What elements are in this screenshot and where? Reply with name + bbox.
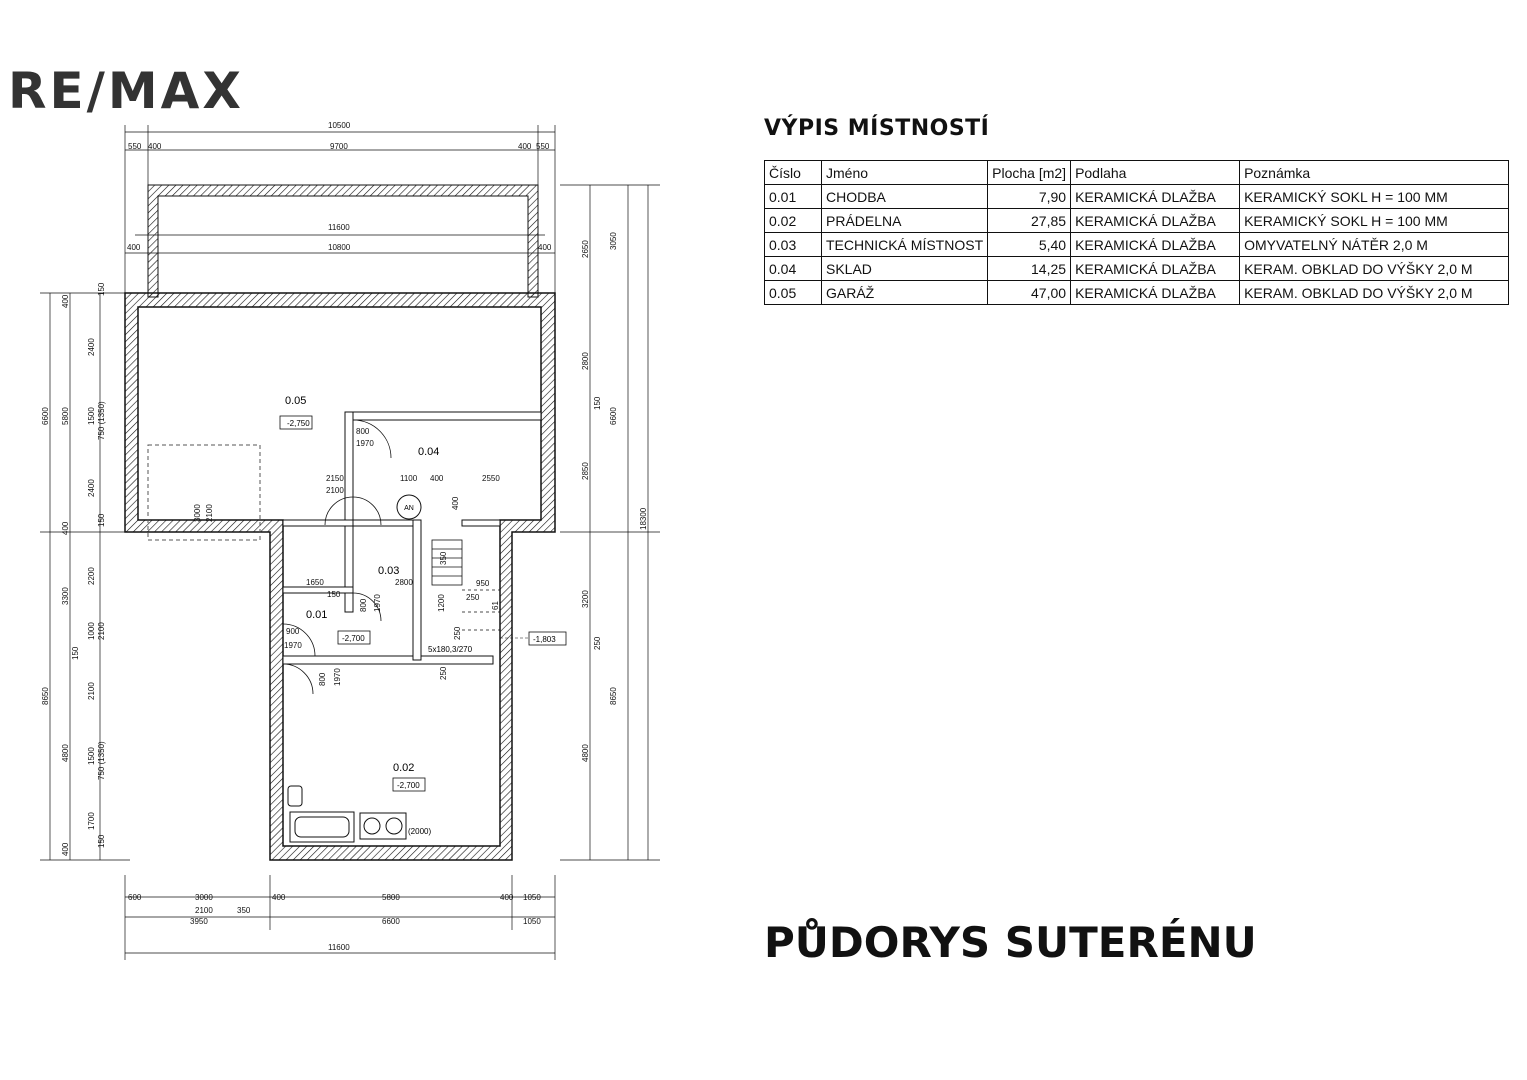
cell-number: 0.01 <box>765 185 822 209</box>
cell-number: 0.02 <box>765 209 822 233</box>
door-swings <box>283 420 391 694</box>
dim-right-4: 6600 <box>609 407 618 425</box>
dim-int-22: 61 <box>491 601 500 610</box>
dim-int-14: 900 <box>286 627 300 636</box>
cell-area: 5,40 <box>988 233 1071 257</box>
dim-int-8: 2100 <box>205 504 214 522</box>
dim-top-total: 10500 <box>328 121 351 130</box>
cell-name: SKLAD <box>822 257 988 281</box>
room-001-label: 0.01 <box>306 609 328 621</box>
cell-area: 27,85 <box>988 209 1071 233</box>
room-005-level: -2,750 <box>287 419 310 428</box>
dim-left-12: 1000 <box>87 622 96 640</box>
cell-floor: KERAMICKÁ DLAŽBA <box>1071 233 1240 257</box>
dim-int-0: 800 <box>356 427 370 436</box>
dim-top-3: 9700 <box>330 142 348 151</box>
dim-left-3: 6600 <box>41 407 50 425</box>
terrace-outline <box>148 185 538 297</box>
plan-title: PŮDORYS SUTERÉNU <box>764 918 1257 967</box>
dim-int-4: 1100 <box>400 474 418 483</box>
dim-int-9: 1650 <box>306 578 324 587</box>
remax-logo: RE/MAX <box>8 62 244 120</box>
room-001-level: -2,700 <box>342 634 365 643</box>
dim-top-2: 400 <box>148 142 162 151</box>
cell-number: 0.05 <box>765 281 822 305</box>
dim-right-5: 2850 <box>581 462 590 480</box>
dim-int-19: 1200 <box>437 594 446 612</box>
walls <box>125 293 555 860</box>
dim-top-8: 400 <box>127 243 141 252</box>
dim-int-7: 3000 <box>193 504 202 522</box>
sink-icon <box>288 786 302 806</box>
dim-left-15: 8650 <box>41 687 50 705</box>
dim-top-6: 11600 <box>328 223 350 232</box>
cell-area: 14,25 <box>988 257 1071 281</box>
dim-top-1: 550 <box>128 142 142 151</box>
dim-left-21: 150 <box>97 834 106 848</box>
dim-bottom-4: 400 <box>500 893 514 902</box>
header-cell: Poznámka <box>1240 161 1509 185</box>
dim-int-21: 950 <box>476 579 490 588</box>
dim-bottom-1: 3000 <box>195 893 213 902</box>
table-row <box>765 233 1509 257</box>
dim-right-9: 8650 <box>609 687 618 705</box>
dim-left-8: 400 <box>61 521 70 535</box>
dim-int-23: 250 <box>453 626 462 640</box>
dim-left-14: 150 <box>71 646 80 660</box>
dim-bottom-9: 6600 <box>382 917 400 926</box>
dim-bottom-11: 11600 <box>328 943 350 952</box>
cell-note: KERAM. OBKLAD DO VÝŠKY 2,0 M <box>1240 257 1509 281</box>
cell-floor: KERAMICKÁ DLAŽBA <box>1071 185 1240 209</box>
dim-left-1: 400 <box>61 294 70 308</box>
washing-machine-icon <box>360 813 406 839</box>
floor-plan <box>0 110 700 970</box>
dim-right-3: 150 <box>593 396 602 410</box>
dim-left-2: 2400 <box>87 338 96 356</box>
room-004-label: 0.04 <box>418 446 440 458</box>
table-row <box>765 209 1509 233</box>
dim-top-9: 400 <box>538 243 552 252</box>
outside-level: -1,803 <box>533 635 556 644</box>
dim-bottom-0: 600 <box>128 893 142 902</box>
cell-number: 0.04 <box>765 257 822 281</box>
stair-label: 5x180,3/270 <box>428 645 473 654</box>
cell-note: KERAM. OBKLAD DO VÝŠKY 2,0 M <box>1240 281 1509 305</box>
dim-bottom-10: 1050 <box>523 917 541 926</box>
dim-left-9: 150 <box>97 513 106 527</box>
room-schedule-title: VÝPIS MÍSTNOSTÍ <box>764 116 990 141</box>
dim-right-7: 3200 <box>581 590 590 608</box>
cell-floor: KERAMICKÁ DLAŽBA <box>1071 281 1240 305</box>
dim-left-4: 5800 <box>61 407 70 425</box>
cell-name: PRÁDELNA <box>822 209 988 233</box>
room-002-label: 0.02 <box>393 762 415 774</box>
dim-top-4: 400 <box>518 142 532 151</box>
dim-left-13: 2100 <box>97 622 106 640</box>
dim-left-17: 4800 <box>61 744 70 762</box>
dim-bottom-5: 1050 <box>523 893 541 902</box>
cell-area: 7,90 <box>988 185 1071 209</box>
cell-note: KERAMICKÝ SOKL H = 100 MM <box>1240 209 1509 233</box>
dim-left-6: 750 (1350) <box>97 401 106 440</box>
dim-int-17: 1970 <box>333 668 342 686</box>
dim-int-18: 400 <box>451 496 460 510</box>
dim-bottom-8: 3950 <box>190 917 208 926</box>
bathtub-icon <box>290 812 354 842</box>
cell-floor: KERAMICKÁ DLAŽBA <box>1071 257 1240 281</box>
dim-left-20: 1700 <box>87 812 96 830</box>
dim-right-10: 4800 <box>581 744 590 762</box>
dim-right-0: 2650 <box>581 240 590 258</box>
table-row <box>765 281 1509 305</box>
dim-left-7: 2400 <box>87 479 96 497</box>
dim-left-10: 3300 <box>61 587 70 605</box>
dim-int-3: 2100 <box>326 486 344 495</box>
appliance-label: (2000) <box>408 827 432 836</box>
cell-floor: KERAMICKÁ DLAŽBA <box>1071 209 1240 233</box>
table-header-row <box>765 161 1509 185</box>
room-schedule-table <box>764 160 1509 305</box>
dim-int-20: 250 <box>466 593 480 602</box>
dim-int-15: 1970 <box>284 641 302 650</box>
dim-bottom-2: 400 <box>272 893 286 902</box>
dim-bottom-6: 2100 <box>195 906 213 915</box>
dim-left-18: 1500 <box>87 747 96 765</box>
dim-right-2: 2800 <box>581 352 590 370</box>
cell-note: OMYVATELNÝ NÁTĚR 2,0 M <box>1240 233 1509 257</box>
dim-int-10: 150 <box>327 590 341 599</box>
dim-int-25: 350 <box>439 551 448 565</box>
dim-int-24: 250 <box>439 666 448 680</box>
dim-int-16: 800 <box>318 672 327 686</box>
table-row <box>765 257 1509 281</box>
cell-name: GARÁŽ <box>822 281 988 305</box>
dim-int-2: 2150 <box>326 474 344 483</box>
header-cell: Číslo <box>765 161 822 185</box>
dim-right-1: 3050 <box>609 232 618 250</box>
dim-left-5: 1500 <box>87 407 96 425</box>
dim-top-5: 550 <box>536 142 550 151</box>
cell-name: TECHNICKÁ MÍSTNOST <box>822 233 988 257</box>
dim-int-1: 1970 <box>356 439 374 448</box>
tank-symbol <box>397 495 421 519</box>
cell-area: 47,00 <box>988 281 1071 305</box>
table-row <box>765 185 1509 209</box>
dim-left-11: 2200 <box>87 567 96 585</box>
dim-right-6: 18300 <box>639 507 648 530</box>
dim-int-13: 1970 <box>373 594 382 612</box>
header-cell: Jméno <box>822 161 988 185</box>
dim-bottom-7: 350 <box>237 906 251 915</box>
room-005-label: 0.05 <box>285 395 307 407</box>
cell-name: CHODBA <box>822 185 988 209</box>
dim-right-8: 250 <box>593 636 602 650</box>
dim-bottom-3: 5800 <box>382 893 400 902</box>
dim-int-6: 2550 <box>482 474 500 483</box>
dim-top-7: 10800 <box>328 243 351 252</box>
dim-left-16: 2100 <box>87 682 96 700</box>
dim-int-12: 800 <box>359 598 368 612</box>
header-cell: Plocha [m2] <box>988 161 1071 185</box>
cell-number: 0.03 <box>765 233 822 257</box>
room-002-level: -2,700 <box>397 781 420 790</box>
dim-int-5: 400 <box>430 474 444 483</box>
cell-note: KERAMICKÝ SOKL H = 100 MM <box>1240 185 1509 209</box>
room-003-label: 0.03 <box>378 565 400 577</box>
dim-left-19: 750 (1350) <box>97 741 106 780</box>
dim-left-22: 400 <box>61 842 70 856</box>
dim-left-0: 150 <box>97 282 106 296</box>
header-cell: Podlaha <box>1071 161 1240 185</box>
tank-label: AN <box>404 505 414 512</box>
room-labels <box>280 395 566 836</box>
dim-int-11: 2800 <box>395 578 413 587</box>
